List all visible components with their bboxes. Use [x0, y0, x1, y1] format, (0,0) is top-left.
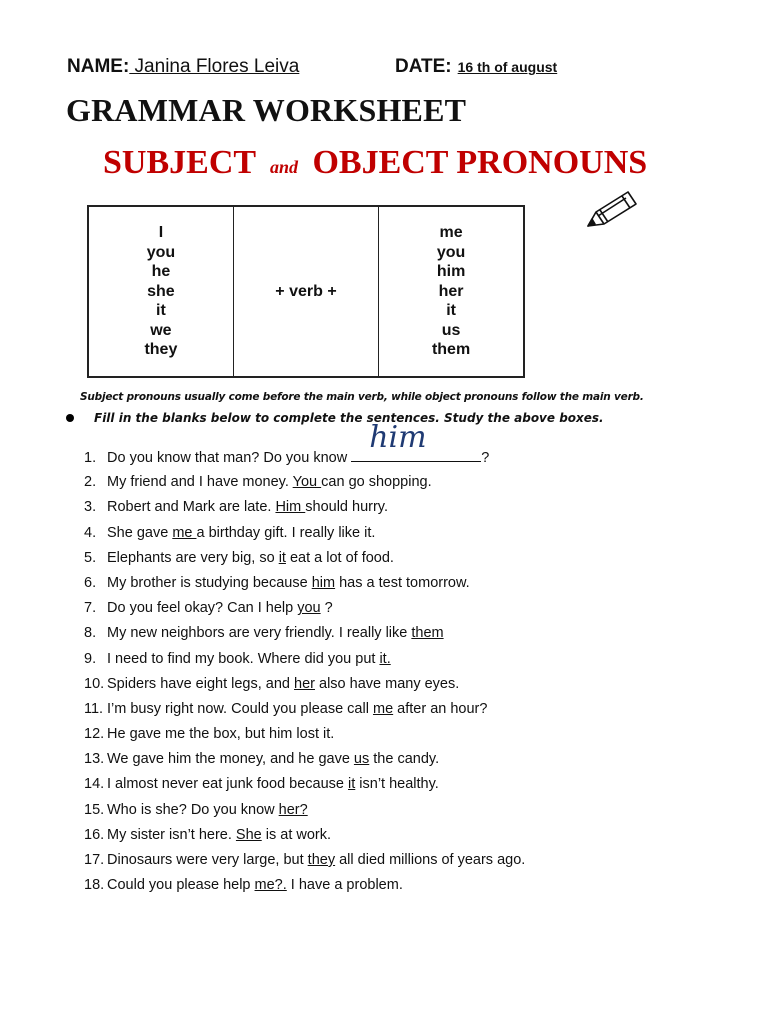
item-number: 10.: [84, 675, 105, 692]
item-number: 11.: [84, 700, 104, 717]
subject-pronoun: he: [151, 263, 171, 281]
sentence-text: has a test tomorrow.: [335, 574, 470, 591]
answer: Him: [275, 499, 306, 516]
sentence-text: I have a problem.: [286, 877, 403, 894]
answer: us: [353, 751, 370, 768]
answer: it.: [379, 650, 391, 667]
sentence-text: is at work.: [261, 826, 332, 843]
list-item: [84, 800, 525, 825]
subject-pronoun: she: [147, 282, 175, 300]
item-number: 6.: [84, 574, 97, 591]
instruction-text: Fill in the blanks below to complete the sentences. Study the above boxes.: [94, 411, 604, 425]
sentence-text: all died millions of years ago.: [335, 852, 526, 868]
list-item: [84, 674, 525, 699]
sentence-text: Do you feel okay? Can I help: [107, 600, 298, 617]
subject-pronouns-cell: [88, 206, 233, 377]
subject-pronoun: they: [144, 341, 178, 359]
answer: it: [348, 776, 356, 793]
object-pronoun: you: [436, 243, 466, 261]
sentence-text: We gave him the money, and he gave: [107, 751, 354, 768]
list-item: [84, 699, 525, 724]
list-item: [84, 724, 525, 749]
sentence-text: I almost never eat junk food because: [107, 776, 349, 793]
answer: You: [292, 474, 322, 491]
subtitle-subject: SUBJECT: [103, 144, 256, 181]
sentence-text: Robert and Mark are late.: [107, 499, 276, 516]
sentence-text: I’m busy right now. Could you please call: [107, 700, 373, 717]
sentence-text: I need to find my book. Where did you put: [107, 650, 380, 667]
worksheet-subtitle: [103, 144, 647, 182]
list-item: [84, 420, 525, 472]
subject-pronoun: it: [156, 302, 166, 320]
date-label: DATE:: [395, 56, 452, 77]
object-pronoun: me: [439, 224, 463, 242]
item-number: 14.: [84, 776, 105, 793]
item-number: 9.: [84, 650, 97, 667]
answer-blank[interactable]: [351, 420, 481, 462]
subtitle-object: OBJECT PRONOUNS: [312, 144, 648, 181]
item-number: 4.: [84, 524, 97, 541]
list-item: [84, 472, 525, 497]
pencil-icon: [584, 186, 640, 232]
answer: they: [307, 852, 336, 868]
worksheet-title: GRAMMAR WORKSHEET: [66, 92, 467, 128]
item-number: 5.: [84, 549, 97, 566]
item-number: 3.: [84, 499, 97, 516]
sentence-text: ?: [481, 450, 490, 466]
answer: you: [297, 600, 321, 617]
sentence-list: [84, 420, 526, 900]
object-pronouns-cell: [379, 206, 524, 377]
handwritten-answer: him: [369, 420, 427, 455]
list-item: [84, 649, 525, 674]
sentence-text: Elephants are very big, so: [107, 549, 279, 566]
sentence-text: My friend and I have money.: [107, 474, 293, 491]
item-number: 16.: [84, 826, 105, 843]
subject-pronoun: we: [150, 321, 172, 339]
name-value: Janina Flores Leiva: [129, 56, 300, 77]
sentence-text: isn’t healthy.: [355, 776, 439, 793]
item-number: 7.: [84, 600, 97, 617]
sentence-text: Dinosaurs were very large, but: [107, 852, 308, 868]
answer: me?.: [254, 877, 287, 894]
list-item: [84, 623, 525, 648]
sentence-text: Who is she? Do you know: [107, 801, 279, 818]
instruction: [66, 411, 604, 425]
list-item: [84, 825, 525, 850]
sentence-text: Spiders have eight legs, and: [107, 675, 295, 692]
sentence-text: also have many eyes.: [314, 675, 460, 692]
item-number: 12.: [84, 726, 105, 743]
list-item: [84, 598, 525, 623]
sentence-text: after an hour?: [393, 700, 488, 717]
list-item: [84, 523, 525, 548]
item-number: 18.: [84, 877, 105, 894]
subject-pronoun: I: [158, 224, 164, 242]
sentence-text: ?: [320, 600, 333, 617]
subtitle-and: and: [269, 157, 298, 177]
answer: She: [235, 826, 262, 843]
sentence-text: She gave: [107, 524, 173, 541]
list-item: [84, 497, 525, 522]
answer: me: [372, 700, 394, 717]
sentence-text: the candy.: [369, 751, 440, 768]
sentence-text: eat a lot of food.: [285, 549, 394, 566]
sentence-text: should hurry.: [305, 499, 389, 516]
bullet-icon: [66, 414, 74, 422]
object-pronoun: them: [431, 341, 471, 359]
list-item: [84, 774, 525, 799]
sentence-text: Do you know that man? Do you know: [107, 450, 352, 466]
pronoun-rule-note: Subject pronouns usually come before the main verb, while object pronouns follow the main verb.: [80, 391, 644, 403]
answer: it: [278, 549, 286, 566]
item-number: 17.: [84, 852, 105, 868]
answer: her: [294, 675, 315, 692]
answer: her?: [278, 801, 308, 818]
list-item: [84, 875, 525, 900]
item-number: 15.: [84, 801, 105, 818]
name-date-header: [67, 56, 558, 78]
verb-cell: + verb +: [233, 206, 378, 377]
list-item: [84, 749, 525, 774]
sentence-text: can go shopping.: [321, 474, 432, 491]
list-item: [84, 573, 525, 598]
sentence-text: My new neighbors are very friendly. I really like: [107, 625, 412, 642]
item-number: 1.: [84, 450, 97, 466]
sentence-text: Could you please help: [107, 877, 255, 894]
subject-pronoun: you: [146, 243, 176, 261]
list-item: [84, 850, 525, 875]
answer: him: [311, 574, 336, 591]
object-pronoun: her: [438, 282, 464, 300]
pronoun-table: [87, 205, 525, 378]
item-number: 13.: [84, 751, 105, 768]
date-value: 16 th of august: [457, 59, 558, 75]
name-label: NAME:: [67, 56, 130, 77]
object-pronoun: him: [436, 263, 466, 281]
sentence-text: My sister isn’t here.: [107, 826, 236, 843]
item-number: 8.: [84, 625, 97, 642]
sentence-text: He gave me the box, but him lost it.: [107, 726, 335, 743]
object-pronoun: it: [446, 302, 456, 320]
item-number: 2.: [84, 474, 97, 491]
list-item: [84, 548, 525, 573]
sentence-text: My brother is studying because: [107, 574, 312, 591]
answer: them: [411, 625, 444, 642]
sentence-text: a birthday gift. I really like it.: [196, 524, 376, 541]
object-pronoun: us: [441, 321, 461, 339]
date-field: [395, 56, 557, 78]
answer: me: [172, 524, 197, 541]
